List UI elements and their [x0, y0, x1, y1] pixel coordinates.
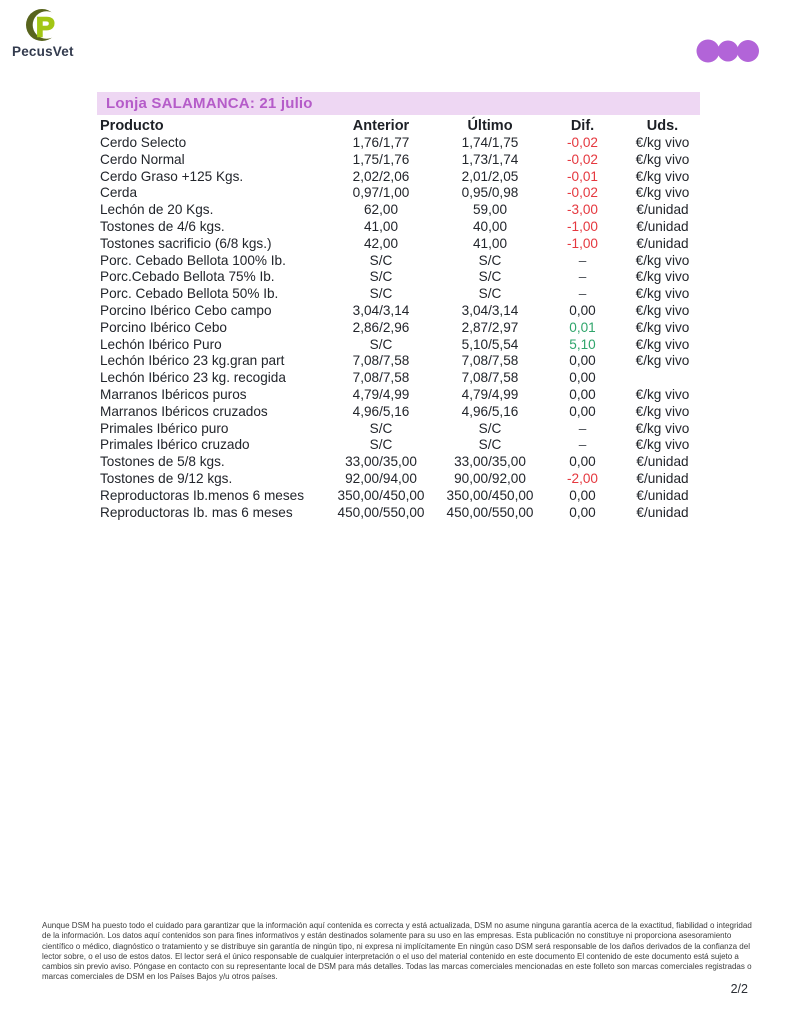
cell-uds: €/unidad	[636, 235, 689, 251]
cell-ultimo: S/C	[478, 252, 502, 268]
cell-producto: Cerdo Graso +125 Kgs.	[100, 168, 244, 184]
cell-ultimo: 3,04/3,14	[461, 302, 519, 318]
cell-ultimo: S/C	[478, 420, 502, 436]
cell-uds: €/kg vivo	[635, 336, 690, 352]
cell-anterior: 62,00	[363, 202, 399, 218]
cell-producto: Tostones de 9/12 kgs.	[100, 470, 233, 486]
cell-uds: €/kg vivo	[635, 252, 690, 268]
cell-anterior: S/C	[369, 437, 393, 453]
cell-ultimo: 2,87/2,97	[461, 319, 519, 335]
pecusvet-circle-p-icon	[25, 8, 59, 42]
column-header-uds: Uds.	[646, 118, 679, 134]
cell-uds: €/kg vivo	[635, 135, 690, 150]
cell-producto: Tostones sacrificio (6/8 kgs.)	[100, 235, 272, 251]
cell-dif: 0,00	[569, 487, 596, 503]
cell-dif: -2,00	[567, 470, 598, 486]
table-row	[100, 471, 700, 488]
cell-ultimo: 4,96/5,16	[461, 403, 519, 419]
column-header-producto: Producto	[100, 118, 164, 134]
cell-anterior: 7,08/7,58	[352, 353, 410, 369]
cell-anterior: 1,76/1,77	[352, 135, 410, 150]
three-purple-dots-icon	[696, 38, 762, 69]
report-title: Lonja SALAMANCA: 21 julio	[106, 95, 313, 112]
table-row	[100, 421, 700, 438]
cell-producto: Porcino Ibérico Cebo	[100, 319, 227, 335]
cell-producto: Lechón Ibérico Puro	[100, 336, 222, 352]
table-header	[100, 118, 700, 135]
cell-anterior: 4,96/5,16	[352, 403, 410, 419]
table-row	[100, 337, 700, 354]
cell-uds: €/kg vivo	[635, 185, 690, 201]
cell-producto: Porc.Cebado Bellota 75% Ib.	[100, 269, 275, 285]
cell-producto: Lechón Ibérico 23 kg.gran part	[100, 353, 285, 369]
cell-ultimo: 4,79/4,99	[461, 386, 519, 402]
cell-producto: Marranos Ibéricos puros	[100, 386, 247, 402]
cell-ultimo: 59,00	[472, 202, 508, 218]
cell-anterior: 41,00	[363, 218, 399, 234]
cell-anterior: 4,79/4,99	[352, 386, 410, 402]
cell-dif: -0,02	[567, 135, 598, 150]
cell-uds: €/kg vivo	[635, 302, 690, 318]
cell-anterior: 0,97/1,00	[352, 185, 410, 201]
cell-anterior: S/C	[369, 420, 393, 436]
cell-uds: €/kg vivo	[635, 386, 690, 402]
cell-producto: Tostones de 4/6 kgs.	[100, 218, 225, 234]
cell-producto: Cerdo Normal	[100, 151, 185, 167]
table-row	[100, 269, 700, 286]
price-table	[100, 118, 700, 521]
cell-dif: -1,00	[567, 218, 598, 234]
cell-anterior: 450,00/550,00	[337, 504, 425, 520]
column-header-anterior: Anterior	[352, 118, 410, 134]
cell-uds: €/kg vivo	[635, 420, 690, 436]
cell-producto: Porcino Ibérico Cebo campo	[100, 302, 272, 318]
cell-uds: €/kg vivo	[635, 353, 690, 369]
table-row	[100, 404, 700, 421]
cell-anterior: 2,02/2,06	[352, 168, 410, 184]
cell-dif: 0,00	[569, 454, 596, 470]
cell-ultimo: S/C	[478, 269, 502, 285]
cell-dif: –	[578, 286, 587, 302]
cell-producto: Porc. Cebado Bellota 50% Ib.	[100, 286, 279, 302]
pecusvet-logo	[12, 8, 102, 59]
cell-dif: 0,00	[569, 504, 596, 520]
report-title-banner	[97, 92, 700, 115]
cell-anterior: 350,00/450,00	[337, 487, 425, 503]
cell-producto: Lechón de 20 Kgs.	[100, 202, 214, 218]
table-row	[100, 488, 700, 505]
brand-name: PecusVet	[12, 44, 74, 59]
table-row	[100, 169, 700, 186]
cell-anterior: S/C	[369, 336, 393, 352]
cell-anterior: 1,75/1,76	[352, 151, 410, 167]
table-row	[100, 152, 700, 169]
cell-uds: €/unidad	[636, 218, 689, 234]
cell-uds: €/unidad	[636, 470, 689, 486]
table-row	[100, 437, 700, 454]
cell-dif: 5,10	[569, 336, 596, 352]
table-row	[100, 303, 700, 320]
cell-uds: €/unidad	[636, 202, 689, 218]
cell-ultimo: 90,00/92,00	[454, 470, 526, 486]
table-row	[100, 320, 700, 337]
table-row	[100, 387, 700, 404]
table-row	[100, 253, 700, 270]
cell-producto: Tostones de 5/8 kgs.	[100, 454, 225, 470]
cell-anterior: 7,08/7,58	[352, 370, 410, 386]
cell-producto: Cerda	[100, 185, 138, 201]
cell-anterior: 33,00/35,00	[345, 454, 417, 470]
cell-dif: -3,00	[567, 202, 598, 218]
cell-dif: –	[578, 269, 587, 285]
cell-ultimo: 7,08/7,58	[461, 353, 519, 369]
cell-ultimo: 350,00/450,00	[446, 487, 534, 503]
cell-ultimo: S/C	[478, 437, 502, 453]
cell-dif: –	[578, 420, 587, 436]
cell-dif: 0,00	[569, 370, 596, 386]
cell-uds: €/kg vivo	[635, 168, 690, 184]
cell-anterior: 92,00/94,00	[345, 470, 417, 486]
page-number: 2/2	[730, 982, 748, 996]
cell-producto: Reproductoras Ib. mas 6 meses	[100, 504, 293, 520]
table-row	[100, 505, 700, 522]
cell-uds: €/kg vivo	[635, 286, 690, 302]
cell-anterior: 42,00	[363, 235, 399, 251]
cell-producto: Lechón Ibérico 23 kg. recogida	[100, 370, 286, 386]
table-row	[100, 236, 700, 253]
cell-uds: €/kg vivo	[635, 269, 690, 285]
cell-uds: €/kg vivo	[635, 151, 690, 167]
cell-ultimo: S/C	[478, 286, 502, 302]
cell-uds: €/kg vivo	[635, 319, 690, 335]
cell-producto: Reproductoras Ib.menos 6 meses	[100, 487, 305, 503]
cell-uds: €/unidad	[636, 504, 689, 520]
cell-dif: -0,02	[567, 185, 598, 201]
table-row	[100, 353, 700, 370]
cell-ultimo: 41,00	[472, 235, 508, 251]
cell-producto: Primales Ibérico cruzado	[100, 437, 250, 453]
table-row	[100, 202, 700, 219]
cell-producto: Porc. Cebado Bellota 100% Ib.	[100, 252, 286, 268]
cell-ultimo: 1,74/1,75	[461, 135, 519, 150]
cell-uds: €/unidad	[636, 487, 689, 503]
table-body	[100, 135, 700, 521]
cell-uds: €/kg vivo	[635, 403, 690, 419]
cell-dif: 0,00	[569, 302, 596, 318]
cell-uds: €/unidad	[636, 454, 689, 470]
column-header-dif: Dif.	[570, 118, 595, 134]
column-header-ultimo: Último	[467, 118, 513, 134]
cell-dif: -1,00	[567, 235, 598, 251]
cell-ultimo: 0,95/0,98	[461, 185, 519, 201]
table-row	[100, 454, 700, 471]
svg-text:P: P	[36, 11, 55, 42]
cell-dif: 0,01	[569, 319, 596, 335]
cell-ultimo: 1,73/1,74	[461, 151, 519, 167]
cell-producto: Cerdo Selecto	[100, 135, 187, 150]
cell-ultimo: 33,00/35,00	[454, 454, 526, 470]
cell-anterior: 2,86/2,96	[352, 319, 410, 335]
disclaimer-text: Aunque DSM ha puesto todo el cuidado para garantizar que la información aquí contenida es correcta y está actualizada, DSM no asume ninguna garantía acerca de la exactitud, fiabilidad o integridad de la información. Los datos aquí contenidos son para fines informativos y están destinados solamente para su uso en las empresas. Esta publicación no constituye ni proporciona asesoramiento científico o médico, diagnóstico o tratamiento y se distribuye sin garantía de ningún tipo, ni expresa ni implícitamente En ningún caso DSM será responsable de los daños derivados de la confianza del lector sobre, o el uso de estos datos. El lector será el único responsable de cualquier interpretación o el uso del material contenido en este documento El contenido de este documento está sujeto a cambios sin previo aviso. Póngase en contacto con su representante local de DSM para más detalles. Todas las marcas comerciales mencionadas en este folleto son marcas comerciales registradas o marcas comerciales de DSM en los Países Bajos y/u otros países.	[42, 921, 752, 982]
cell-producto: Primales Ibérico puro	[100, 420, 229, 436]
cell-dif: –	[578, 437, 587, 453]
table-row	[100, 370, 700, 387]
cell-anterior: S/C	[369, 286, 393, 302]
table-row	[100, 185, 700, 202]
cell-ultimo: 450,00/550,00	[446, 504, 534, 520]
cell-producto: Marranos Ibéricos cruzados	[100, 403, 268, 419]
cell-anterior: S/C	[369, 252, 393, 268]
cell-ultimo: 2,01/2,05	[461, 168, 519, 184]
table-row	[100, 286, 700, 303]
cell-uds: €/kg vivo	[635, 437, 690, 453]
cell-dif: -0,02	[567, 151, 598, 167]
table-row	[100, 219, 700, 236]
cell-dif: -0,01	[567, 168, 598, 184]
cell-anterior: S/C	[369, 269, 393, 285]
cell-ultimo: 40,00	[472, 218, 508, 234]
cell-dif: –	[578, 252, 587, 268]
cell-dif: 0,00	[569, 386, 596, 402]
table-row	[100, 135, 700, 152]
cell-anterior: 3,04/3,14	[352, 302, 410, 318]
cell-dif: 0,00	[569, 403, 596, 419]
cell-ultimo: 5,10/5,54	[461, 336, 519, 352]
cell-dif: 0,00	[569, 353, 596, 369]
cell-ultimo: 7,08/7,58	[461, 370, 519, 386]
